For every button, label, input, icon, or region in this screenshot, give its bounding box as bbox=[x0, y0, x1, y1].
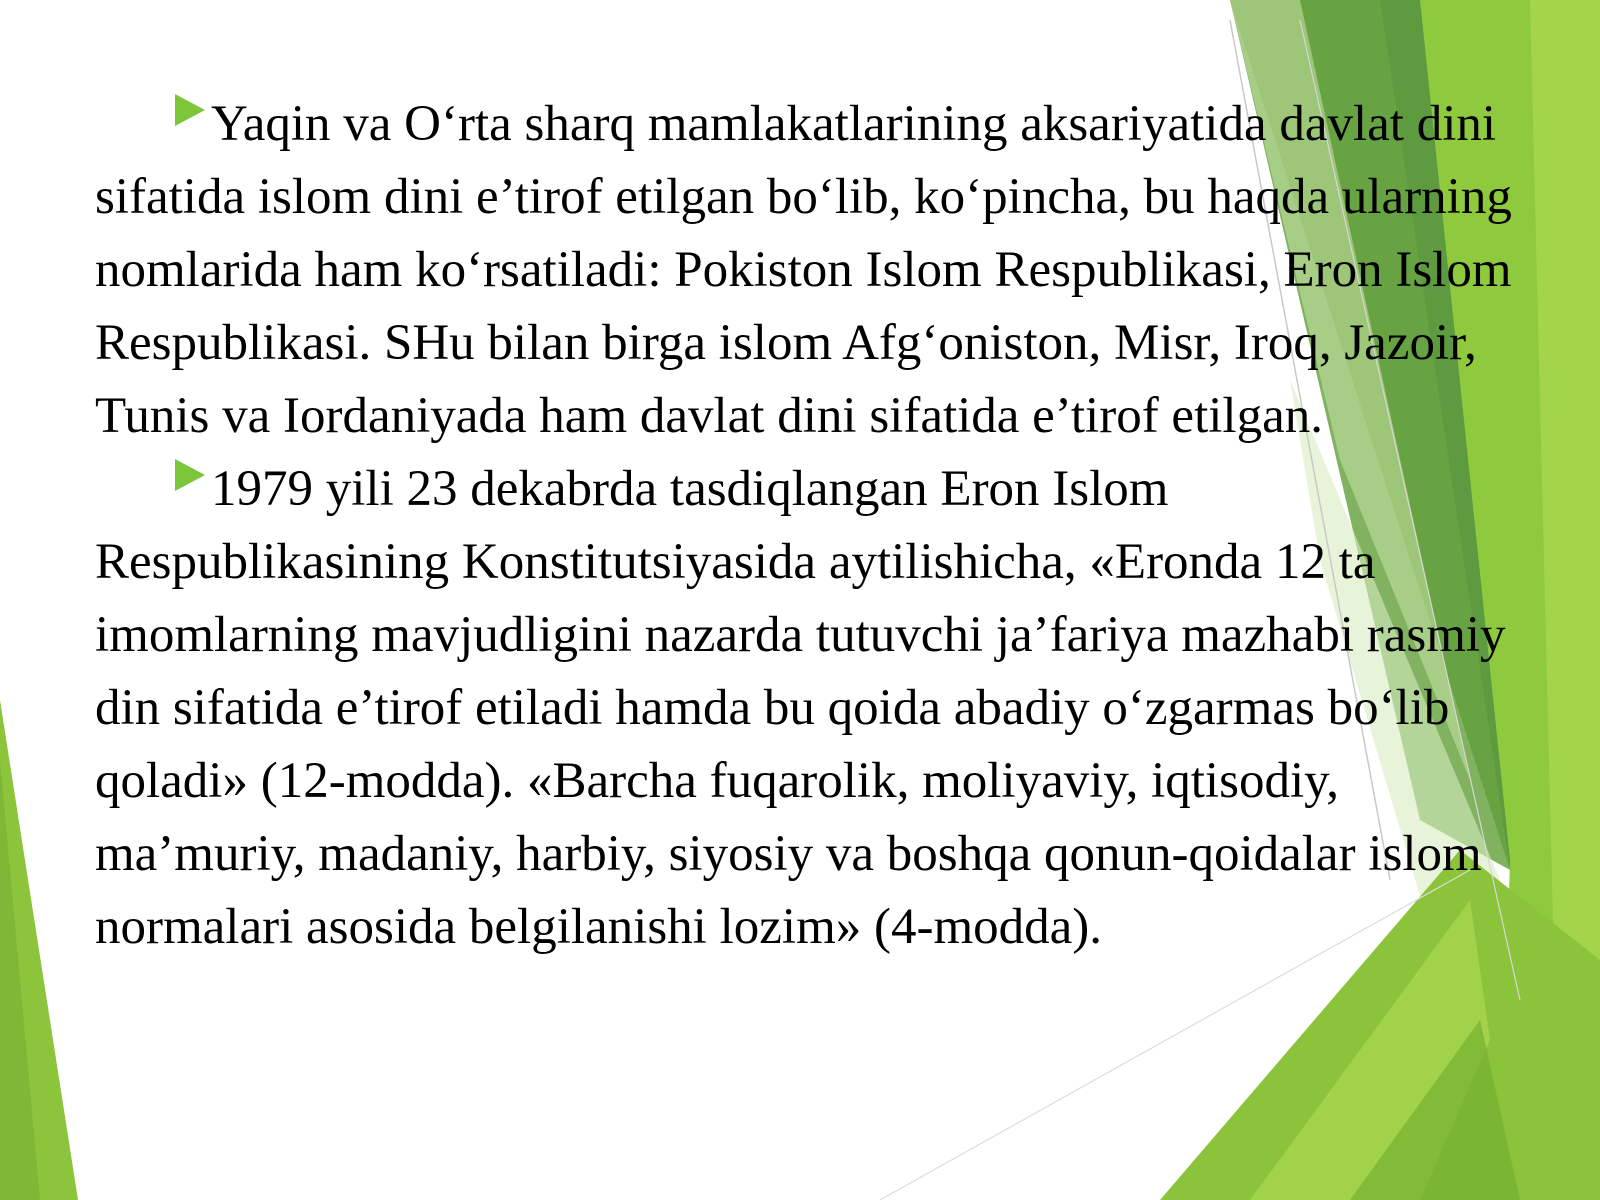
triangle-right-icon bbox=[175, 459, 205, 491]
paragraph-2-text: 1979 yili 23 dekabrda tasdiqlangan Eron Islom Respublikasining Konstitutsiyasida aytilishicha, «Eronda 12 ta imomlarning mavjudligini nazarda tutuvchi ja’fariya mazhabi rasmiy din sifatida e’tirof etiladi hamda bu qoida abadiy o‘zgarmas bo‘lib qoladi» (12-modda). «Barcha fuqarolik, moliyaviy, iqtisodiy, ma’muriy, madaniy, harbiy, siyosiy va boshqa qonun-qoidalar islom normalari asosida belgilanishi lozim» (4-modda). bbox=[95, 461, 1506, 955]
paragraph-2 bbox=[95, 453, 1535, 964]
paragraph-1 bbox=[95, 88, 1535, 453]
slide-content bbox=[95, 88, 1535, 964]
paragraph-1-text: Yaqin va O‘rta sharq mamlakatlarining aksariyatida davlat dini sifatida islom dini e’tirof etilgan bo‘lib, ko‘pincha, bu haqda ularning nomlarida ham ko‘rsatiladi: Pokiston Islom Respublikasi, Eron Islom Respublikasi. SHu bilan birga islom Afg‘oniston, Misr, Iroq, Jazoir, Tunis va Iordaniyada ham davlat dini sifatida e’tirof etilgan. bbox=[95, 96, 1512, 444]
triangle-right-icon bbox=[175, 94, 205, 126]
